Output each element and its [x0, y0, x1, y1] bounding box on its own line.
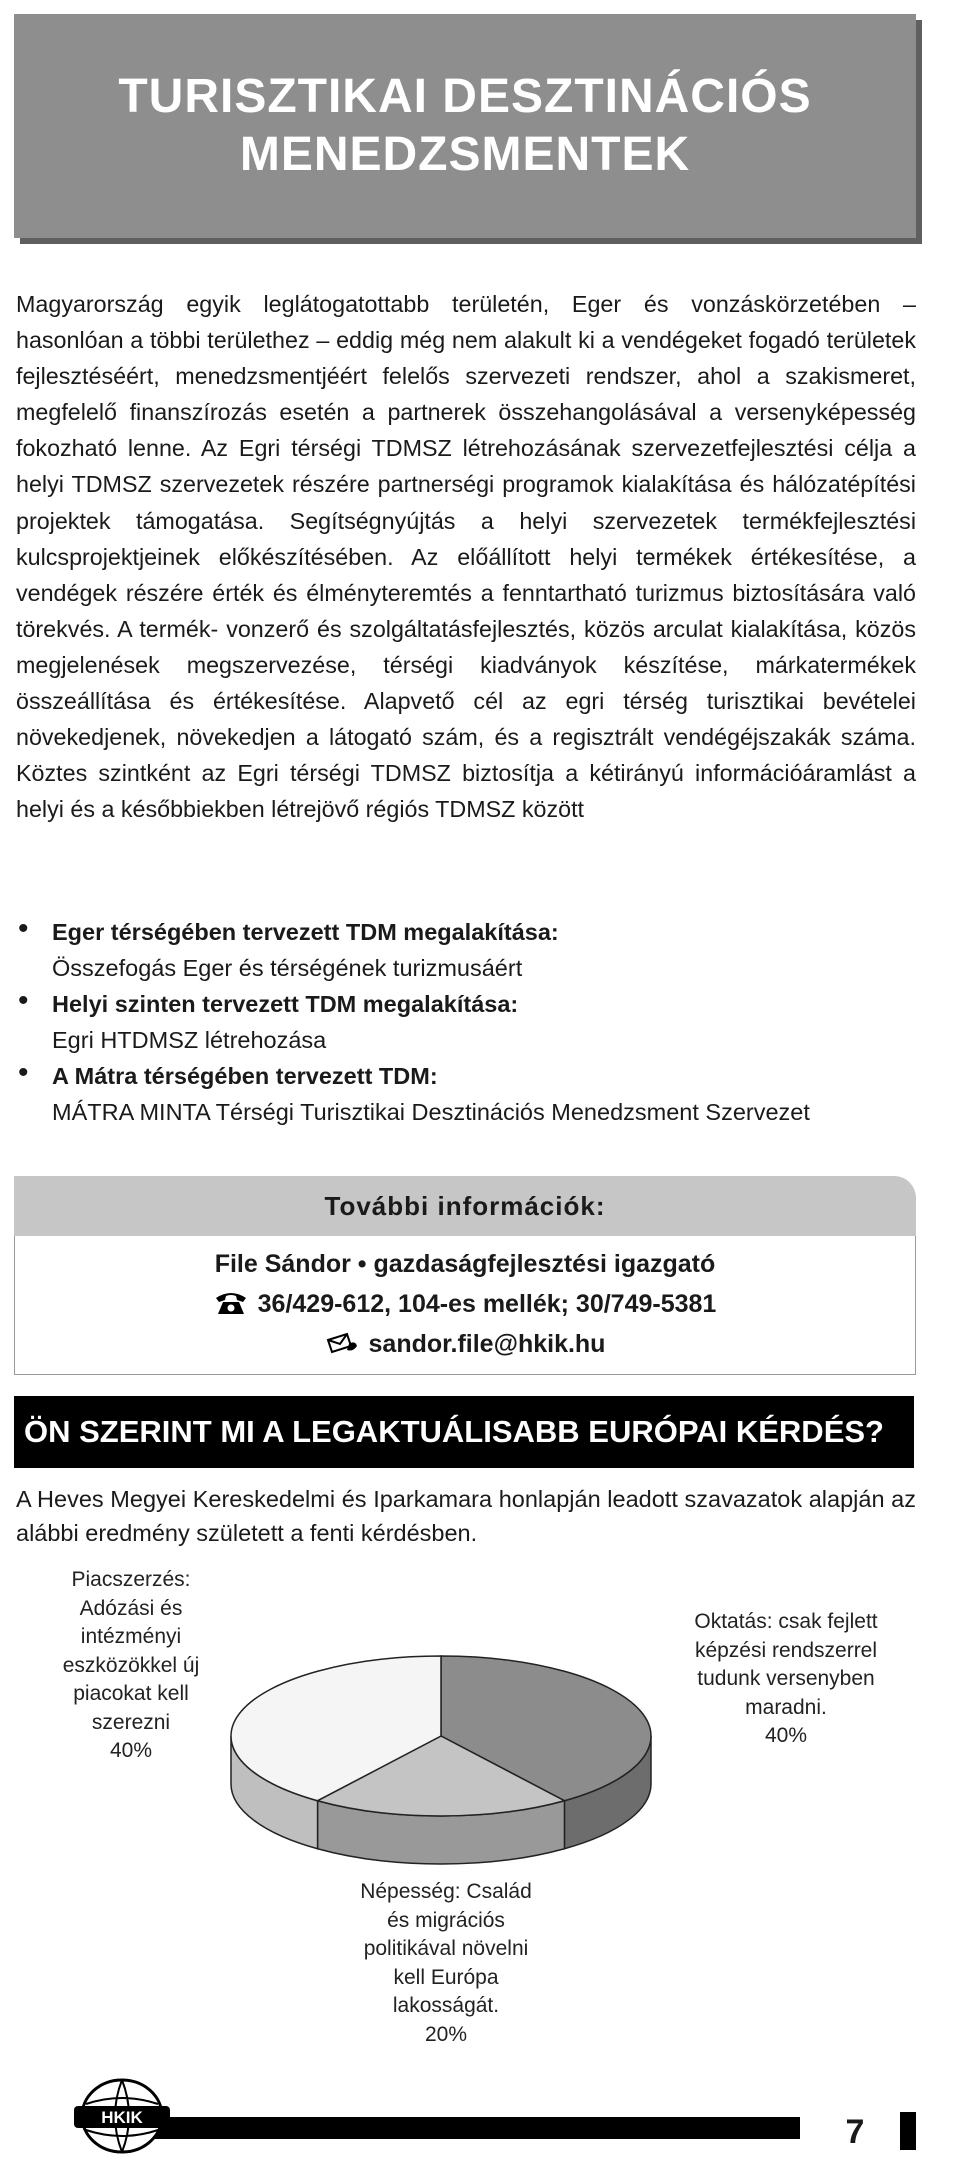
pie-label-right — [656, 1608, 916, 1751]
list-item — [16, 914, 916, 986]
page-title-line-1: TURISZTIKAI DESZTINÁCIÓS — [118, 70, 812, 123]
pie-label-bottom — [316, 1878, 576, 2049]
contact-info-heading: További információk: — [14, 1176, 916, 1236]
list-item-text: Egri HTDMSZ létrehozása — [52, 1027, 327, 1053]
contact-info-body — [14, 1236, 916, 1375]
page-title — [14, 68, 916, 184]
title-box — [14, 14, 916, 238]
intro-paragraph: Magyarország egyik leglátogatottabb területén, Eger és vonzáskörzetében – hasonlóan a többi területhez – eddig még nem alakult ki a vendégeket fogadó területek fejlesztéséért, menedzsmentjéért felelős szervezeti rendszer, ahol a szakismeret, megfelelő finanszírozás esetén a partnerek összehangolásával a versenyképesség fokozható lenne. Az Egri térségi TDMSZ létrehozásának szervezetfejlesztési célja a helyi TDMSZ szervezetek részére partnerségi programok kialakítása és hálózatépítési projektek támogatása. Segítségnyújtás a helyi szervezetek termékfejlesztési kulcsprojektjeinek előkészítésében. Az előállított helyi termékek értékesítése, a vendégek részére érték és élményteremtés a fenntartható turizmus biztosítására való törekvés. A termék- vonzerő és szolgáltatásfejlesztés, közös arculat kialakítása, közös megjelenések megszervezése, térségi kiadványok készítése, márkatermékek összeállítása és értékesítése. Alapvető cél az egri térség turisztikai bevételei növekedjenek, növekedjen a látogató szám, és a regisztrált vendégéjszakák száma. Köztes szintként az Egri térségi TDMSZ biztosítja a kétirányú információáramlást a helyi és a későbbiekben létrejövő régiós TDMSZ között — [16, 291, 916, 823]
pie-label-left-line: intézményi — [80, 1625, 182, 1648]
contact-person: File Sándor • gazdaságfejlesztési igazgató — [214, 1250, 716, 1278]
pie-label-bottom-line: kell Európa — [393, 1965, 499, 1989]
pie-label-bottom-value: 20% — [424, 2022, 468, 2046]
list-item-heading: • Eger térségében tervezett TDM megalakítása: — [52, 919, 559, 945]
footer-rule-end — [900, 2112, 916, 2150]
pie-label-left — [36, 1566, 226, 1766]
poll-pie-chart — [16, 1556, 916, 2056]
pie-label-left-line: piacokat kell — [73, 1682, 189, 1705]
list-item-text: Összefogás Eger és térségének turizmusáért — [52, 955, 523, 981]
question-intro-text: A Heves Megyei Kereskedelmi és Iparkamara honlapján leadott szavazatok alapján az alábbi eredmény született a fenti kérdésben. — [16, 1486, 916, 1546]
pie-label-right-line: képzési rendszerrel — [694, 1638, 878, 1662]
pie-label-left-line: Piacszerzés: — [71, 1568, 191, 1591]
telephone-icon — [214, 1290, 248, 1316]
pie-label-bottom-line: politikával növelni — [363, 1937, 529, 1960]
pie-label-bottom-line: Népesség: Család — [360, 1880, 532, 1903]
pie-label-right-value: 40% — [764, 1724, 808, 1747]
list-item-heading: • A Mátra térségében tervezett TDM: — [52, 1063, 438, 1089]
list-item — [16, 986, 916, 1058]
logo-text: HKIK — [101, 2108, 143, 2127]
list-item — [16, 1058, 916, 1130]
pie-label-bottom-line: lakosságát. — [392, 1994, 500, 2017]
pie-label-left-value: 40% — [109, 1739, 153, 1762]
contact-email[interactable]: sandor.file@hkik.hu — [368, 1330, 606, 1358]
page-title-line-2: MENEDZSMENTEK — [239, 128, 691, 181]
pie-label-right-line: tudunk versenyben — [697, 1667, 875, 1690]
pie-label-left-line: szerezni — [91, 1710, 171, 1734]
contact-info-box — [14, 1176, 916, 1376]
pie-label-left-line: Adózási és — [79, 1596, 183, 1620]
question-heading: ÖN SZERINT MI A LEGAKTUÁLISABB EURÓPAI KÉRDÉS? — [14, 1396, 914, 1468]
pie-label-right-line: Oktatás: csak fejlett — [694, 1610, 878, 1633]
pie-label-left-line: eszközökkel új — [62, 1653, 200, 1677]
tdm-list — [16, 914, 916, 1130]
mail-icon — [325, 1330, 359, 1356]
pie-label-bottom-line: és migrációs — [387, 1908, 505, 1932]
footer-rule — [150, 2117, 800, 2139]
contact-phone-line — [15, 1284, 915, 1324]
list-item-heading: • Helyi szinten tervezett TDM megalakítása: — [52, 991, 519, 1017]
list-item-text: MÁTRA MINTA Térségi Turisztikai Desztinációs Menedzsment Szervezet — [52, 1099, 810, 1125]
page-number: 7 — [845, 2113, 865, 2151]
contact-email-line — [15, 1324, 915, 1364]
contact-phone: 36/429-612, 104-es mellék; 30/749-5381 — [257, 1290, 717, 1318]
hkik-logo — [72, 2074, 172, 2164]
pie-label-right-line: maradni. — [745, 1695, 827, 1719]
